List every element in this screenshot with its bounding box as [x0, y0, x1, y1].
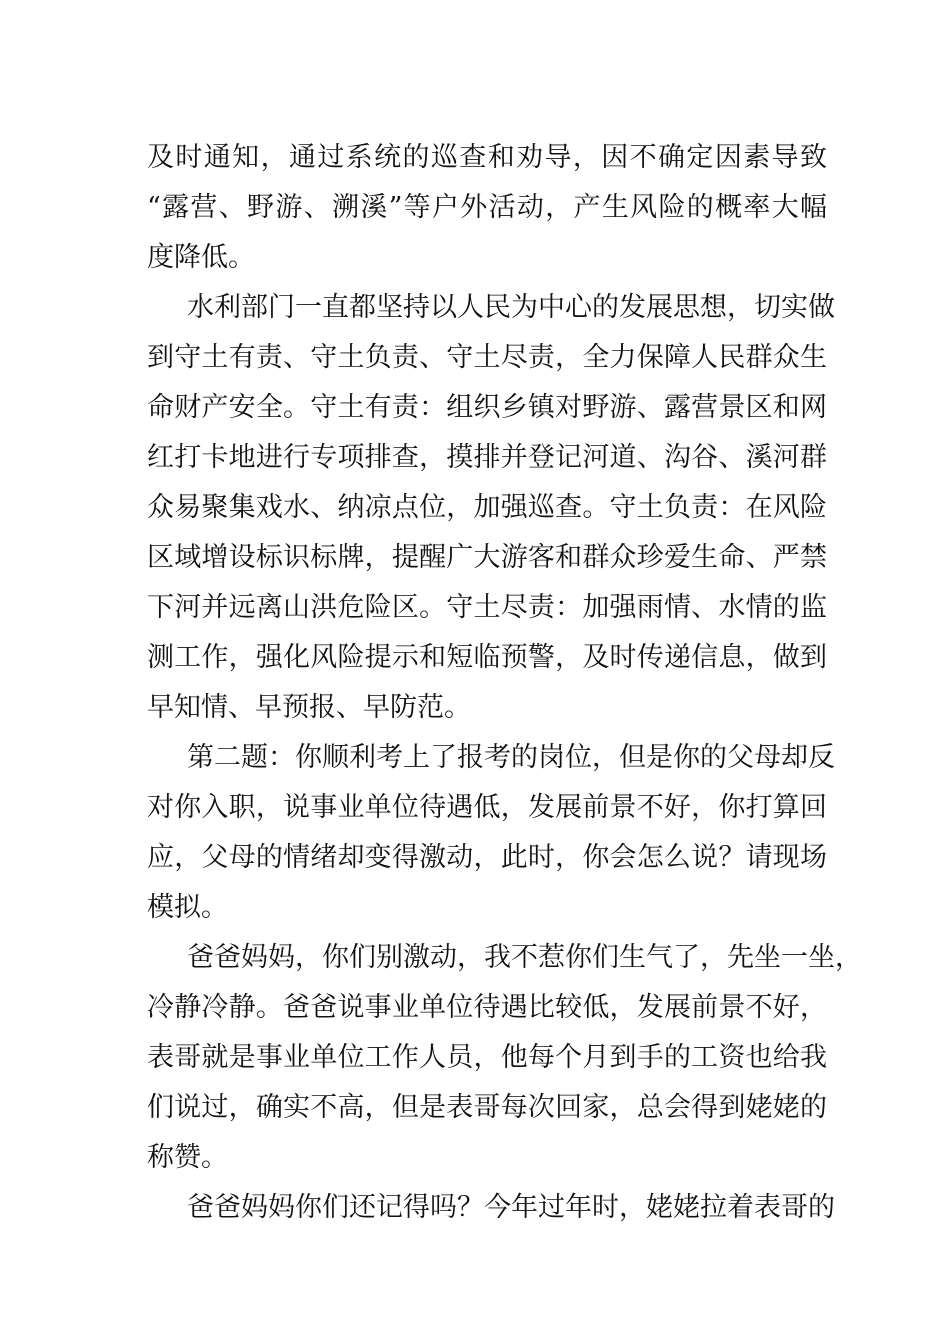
text-line: 测工作，强化风险提示和短临预警，及时传递信息，做到: [147, 642, 828, 673]
text-line: 众易聚集戏水、纳凉点位，加强巡查。守土负责：在风险: [147, 492, 828, 523]
text-line: 爸爸妈妈你们还记得吗？今年过年时，姥姥拉着表哥的: [187, 1192, 835, 1223]
text-line: 红打卡地进行专项排查，摸排并登记河道、沟谷、溪河群: [147, 442, 828, 473]
text-line: “露营、野游、溯溪”等户外活动，产生风险的概率大幅: [147, 192, 829, 223]
paragraph-2: [147, 283, 835, 733]
text-line: 水利部门一直都坚持以人民为中心的发展思想，切实做: [187, 292, 835, 323]
text-line: 早知情、早预报、早防范。: [147, 692, 471, 723]
paragraph-4: [147, 933, 862, 1183]
text-line: 到守土有责、守土负责、守土尽责，全力保障人民群众生: [147, 342, 828, 373]
text-line: 下河并远离山洪危险区。守土尽责：加强雨情、水情的监: [147, 592, 828, 623]
text-line: 爸爸妈妈，你们别激动，我不惹你们生气了，先坐一坐，: [187, 942, 862, 973]
document-body: [147, 133, 862, 1233]
text-line: 模拟。: [147, 892, 228, 923]
paragraph-3: [147, 733, 835, 933]
text-line: 区域增设标识标牌，提醒广大游客和群众珍爱生命、严禁: [147, 542, 828, 573]
paragraph-1: [147, 133, 827, 283]
text-line: 度降低。: [147, 242, 255, 273]
text-line: 第二题：你顺利考上了报考的岗位，但是你的父母却反: [187, 742, 835, 773]
text-line: 对你入职，说事业单位待遇低，发展前景不好，你打算回: [147, 792, 828, 823]
paragraph-5: [147, 1183, 835, 1233]
text-line: 及时通知，通过系统的巡查和劝导，因不确定因素导致: [147, 142, 829, 173]
text-line: 们说过，确实不高，但是表哥每次回家，总会得到姥姥的: [147, 1092, 828, 1123]
text-line: 冷静冷静。爸爸说事业单位待遇比较低，发展前景不好，: [147, 992, 828, 1023]
text-line: 命财产安全。守土有责：组织乡镇对野游、露营景区和网: [147, 392, 828, 423]
text-line: 称赞。: [147, 1142, 228, 1173]
text-line: 表哥就是事业单位工作人员，他每个月到手的工资也给我: [147, 1042, 828, 1073]
text-line: 应，父母的情绪却变得激动，此时，你会怎么说？请现场: [147, 842, 828, 873]
